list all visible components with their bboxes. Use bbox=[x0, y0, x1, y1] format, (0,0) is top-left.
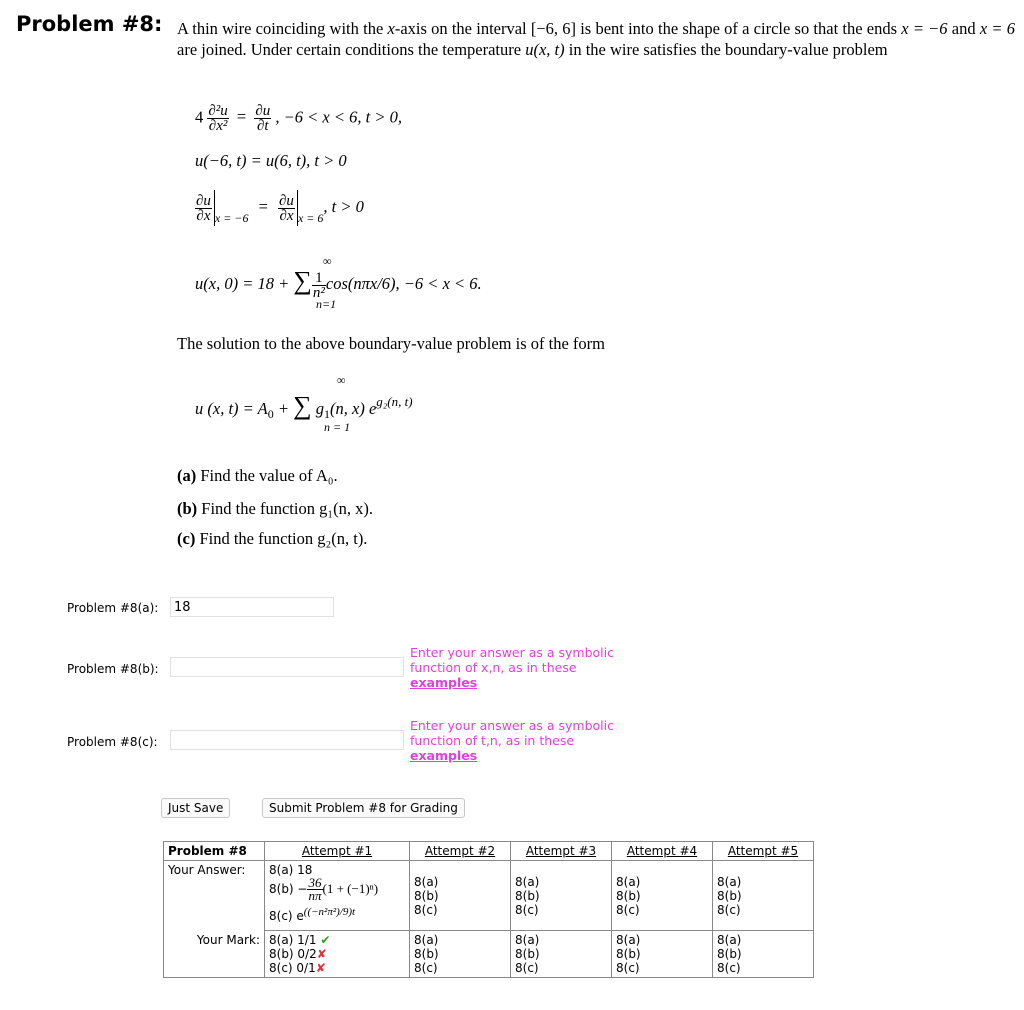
answer-b-input[interactable] bbox=[170, 657, 404, 677]
attempts-table bbox=[163, 841, 814, 978]
mark-c bbox=[269, 961, 405, 975]
attempt-2-header[interactable]: Attempt #2 bbox=[410, 842, 511, 861]
sol-a-sub: 0 bbox=[267, 407, 274, 421]
bc2-sub-left: x = −6 bbox=[214, 210, 249, 225]
part-c-label: (c) bbox=[177, 529, 196, 548]
bc2-num-right: ∂u bbox=[279, 192, 294, 209]
line-b: 8(b) bbox=[616, 947, 641, 961]
attempt-1-answer-b bbox=[269, 877, 405, 902]
line-a: 8(a) bbox=[616, 933, 641, 947]
attempt-1-mark bbox=[265, 931, 410, 978]
attempt-3-mark bbox=[511, 931, 612, 978]
attempt-5-header[interactable]: Attempt #5 bbox=[713, 842, 814, 861]
your-answer-label: Your Answer: bbox=[164, 861, 265, 931]
mark-a-text: 8(a) 1/1 bbox=[269, 933, 317, 947]
ic-tail: cos(nπx/6), −6 < x < 6. bbox=[325, 274, 482, 293]
your-mark-label: Your Mark: bbox=[164, 931, 265, 978]
line-b: 8(b) bbox=[616, 889, 641, 903]
line-a: 8(a) bbox=[616, 875, 641, 889]
line-c: 8(c) bbox=[515, 903, 539, 917]
sol-sum-bottom: n = 1 bbox=[324, 420, 351, 434]
hint-text: Enter your answer as a symbolic bbox=[410, 645, 614, 660]
sol-sum-top: ∞ bbox=[337, 373, 346, 387]
attempt-1-header[interactable]: Attempt #1 bbox=[265, 842, 410, 861]
part-c bbox=[177, 529, 367, 549]
attempt-4-answer bbox=[612, 861, 713, 931]
answer-b-label: Problem #8(b): bbox=[67, 662, 159, 676]
ic-frac-num: 1 bbox=[312, 271, 326, 286]
sol-g1-sub: 1 bbox=[324, 407, 330, 421]
line-b: 8(b) bbox=[717, 947, 742, 961]
ic-sum-bottom: n=1 bbox=[316, 297, 337, 311]
part-a-text: Find the value of A₀. bbox=[196, 466, 338, 485]
line-c: 8(c) bbox=[616, 903, 640, 917]
attempt-1-answer-a: 8(a) 18 bbox=[269, 863, 313, 877]
answer-b-num: 36 bbox=[308, 875, 322, 890]
statement-text: A thin wire coinciding with the bbox=[177, 19, 388, 38]
answer-c-prefix: 8(c) e bbox=[269, 909, 304, 923]
cross-icon: ✘ bbox=[316, 947, 327, 961]
hint-text: function of t,n, as in these bbox=[410, 733, 575, 748]
answer-b-tail: (1 + (−1)ⁿ) bbox=[322, 881, 379, 896]
boundary-condition-2 bbox=[195, 190, 364, 226]
line-a: 8(a) bbox=[515, 875, 540, 889]
line-a: 8(a) bbox=[717, 933, 742, 947]
statement-x: x bbox=[387, 19, 395, 38]
statement-text: -axis on the interval [−6, 6] is bent into the shape of a circle so that the ends bbox=[394, 19, 902, 38]
bc2-den-right: ∂x bbox=[279, 207, 294, 224]
part-b-text: Find the function g₁(n, x). bbox=[197, 499, 373, 518]
attempt-5-mark bbox=[713, 931, 814, 978]
cross-icon: ✘ bbox=[315, 961, 326, 975]
solution-form bbox=[195, 393, 413, 422]
part-b bbox=[177, 499, 373, 519]
line-c: 8(c) bbox=[717, 903, 741, 917]
line-c: 8(c) bbox=[414, 961, 438, 975]
sol-g1-args: (n, x) e bbox=[330, 399, 377, 418]
ic-frac-den: n² bbox=[312, 284, 325, 301]
sol-lhs: u (x, t) = A bbox=[195, 399, 268, 418]
attempt-2-answer bbox=[410, 861, 511, 931]
answer-a-input[interactable]: 18 bbox=[170, 597, 334, 617]
line-b: 8(b) bbox=[717, 889, 742, 903]
bc2-sub-right: x = 6 bbox=[297, 210, 324, 225]
bc2-num-left: ∂u bbox=[196, 192, 211, 209]
line-b: 8(b) bbox=[515, 947, 540, 961]
pde-num-right: ∂u bbox=[255, 103, 271, 119]
attempt-3-header[interactable]: Attempt #3 bbox=[511, 842, 612, 861]
answer-b-hint bbox=[410, 645, 614, 690]
mark-a bbox=[269, 933, 405, 947]
answer-b-den: nπ bbox=[308, 888, 322, 903]
pde-domain: , −6 < x < 6, t > 0, bbox=[275, 107, 402, 127]
line-b: 8(b) bbox=[414, 889, 439, 903]
mark-b-text: 8(b) 0/2 bbox=[269, 947, 317, 961]
sum-symbol: ∑ bbox=[293, 391, 312, 420]
attempt-2-mark bbox=[410, 931, 511, 978]
attempt-3-answer bbox=[511, 861, 612, 931]
statement-u: u(x, t) bbox=[525, 40, 565, 59]
attempt-1-answer-c bbox=[269, 905, 405, 923]
initial-condition bbox=[195, 268, 482, 300]
attempt-5-answer bbox=[713, 861, 814, 931]
line-b: 8(b) bbox=[515, 889, 540, 903]
hint-text: function of x,n, as in these bbox=[410, 660, 577, 675]
statement-text: and bbox=[947, 19, 980, 38]
attempts-header-problem: Problem #8 bbox=[164, 842, 265, 861]
part-a-label: (a) bbox=[177, 466, 197, 485]
pde-equation bbox=[195, 104, 402, 133]
answer-a-label: Problem #8(a): bbox=[67, 601, 159, 615]
answer-c-exp: ((−n²π²)/9)t bbox=[303, 906, 356, 918]
line-c: 8(c) bbox=[414, 903, 438, 917]
solution-intro: The solution to the above boundary-value problem is of the form bbox=[177, 334, 605, 353]
statement-eq: x = 6 bbox=[979, 19, 1016, 38]
pde-den-right: ∂t bbox=[257, 118, 269, 134]
checkmark-icon: ✔ bbox=[320, 933, 331, 947]
attempt-4-header[interactable]: Attempt #4 bbox=[612, 842, 713, 861]
answer-b-prefix: 8(b) − bbox=[269, 882, 308, 896]
boundary-condition-1: u(−6, t) = u(6, t), t > 0 bbox=[195, 151, 347, 170]
bc2-equals: = bbox=[258, 196, 268, 216]
part-b-label: (b) bbox=[177, 499, 198, 518]
submit-button[interactable]: Submit Problem #8 for Grading bbox=[262, 798, 465, 818]
attempt-1-answer bbox=[265, 861, 410, 931]
problem-statement bbox=[177, 18, 1015, 60]
pde-equals: = bbox=[236, 107, 247, 127]
part-a bbox=[177, 466, 338, 486]
line-c: 8(c) bbox=[717, 961, 741, 975]
pde-num-left: ∂²u bbox=[208, 103, 228, 119]
examples-link[interactable]: examples bbox=[410, 675, 478, 690]
bc2-tail: , t > 0 bbox=[323, 196, 364, 216]
pde-den-left: ∂x² bbox=[208, 118, 228, 134]
examples-link[interactable]: examples bbox=[410, 748, 478, 763]
mark-c-text: 8(c) 0/1 bbox=[269, 961, 316, 975]
answer-c-input[interactable] bbox=[170, 730, 404, 750]
answer-c-hint bbox=[410, 718, 614, 763]
sol-exponent: g₂(n, t) bbox=[376, 394, 413, 409]
statement-text: in the wire satisfies the boundary-value problem bbox=[564, 40, 888, 59]
statement-eq: x = −6 bbox=[901, 19, 948, 38]
line-a: 8(a) bbox=[414, 875, 439, 889]
statement-text: are joined. Under certain conditions the temperature bbox=[177, 40, 526, 59]
pde-coef: 4 bbox=[195, 107, 204, 127]
line-a: 8(a) bbox=[717, 875, 742, 889]
ic-sum-top: ∞ bbox=[323, 254, 332, 268]
sol-plus: + bbox=[273, 399, 294, 418]
part-c-text: Find the function g₂(n, t). bbox=[195, 529, 368, 548]
bc2-den-left: ∂x bbox=[196, 207, 211, 224]
answer-c-label: Problem #8(c): bbox=[67, 735, 158, 749]
just-save-button[interactable]: Just Save bbox=[161, 798, 230, 818]
line-c: 8(c) bbox=[616, 961, 640, 975]
attempt-4-mark bbox=[612, 931, 713, 978]
sol-g1: g bbox=[315, 399, 324, 418]
sum-symbol: ∑ bbox=[293, 266, 312, 295]
line-a: 8(a) bbox=[414, 933, 439, 947]
line-c: 8(c) bbox=[515, 961, 539, 975]
mark-b bbox=[269, 947, 405, 961]
problem-title: Problem #8: bbox=[16, 12, 163, 36]
line-b: 8(b) bbox=[414, 947, 439, 961]
line-a: 8(a) bbox=[515, 933, 540, 947]
ic-lhs: u(x, 0) = 18 + bbox=[195, 274, 294, 293]
hint-text: Enter your answer as a symbolic bbox=[410, 718, 614, 733]
